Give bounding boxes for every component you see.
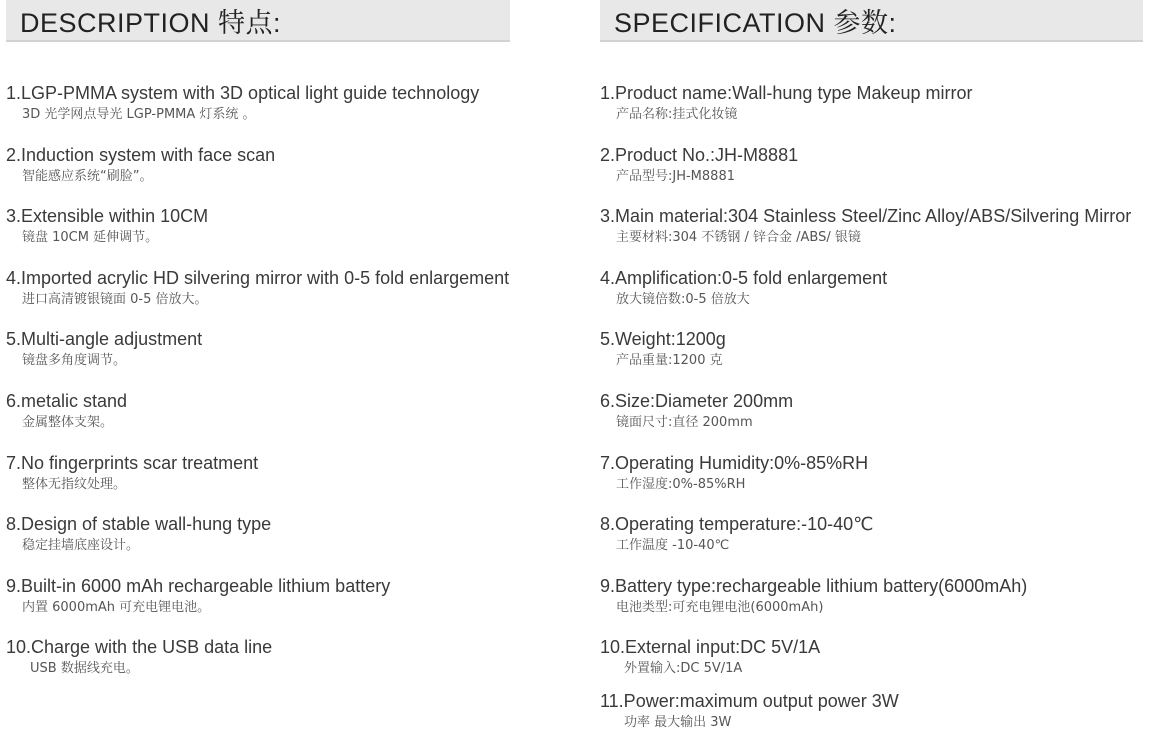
list-item: [600, 81, 1145, 143]
item-chinese: 智能感应系统“刷脸”。: [22, 168, 153, 184]
item-chinese: 外置输入:DC 5V/1A: [624, 661, 743, 677]
item-chinese: 功率 最大输出 3W: [624, 714, 732, 730]
list-item: [600, 266, 1145, 328]
item-english: 2.Induction system with face scan: [6, 144, 276, 165]
description-column: [6, 0, 546, 677]
list-item: [6, 266, 546, 328]
list-item: [600, 389, 1145, 451]
item-english: 10.Charge with the USB data line: [6, 637, 273, 658]
item-chinese: 镜盘 10CM 延伸调节。: [22, 230, 159, 246]
item-english: 9.Built-in 6000 mAh rechargeable lithium battery: [6, 575, 391, 596]
item-chinese: 进口高清镀银镜面 0-5 倍放大。: [22, 291, 208, 307]
description-title: DESCRIPTION 特点:: [20, 7, 282, 38]
list-item: [600, 512, 1145, 574]
item-chinese: 3D 光学网点导光 LGP-PMMA 灯系统 。: [22, 107, 256, 122]
specification-list: [600, 81, 1145, 733]
item-english: 5.Weight:1200g: [600, 329, 726, 350]
item-english: 6.Size:Diameter 200mm: [600, 390, 794, 411]
item-chinese: 产品型号:JH-M8881: [616, 168, 735, 184]
list-item: [600, 574, 1145, 636]
item-chinese: 金属整体支架。: [22, 414, 114, 430]
list-item: [6, 327, 546, 389]
item-chinese: 产品名称:挂式化妆镜: [616, 107, 738, 122]
description-list: [6, 81, 546, 697]
item-chinese: USB 数据线充电。: [30, 661, 139, 677]
list-item: [6, 635, 546, 697]
item-chinese: 稳定挂墙底座设计。: [22, 538, 140, 554]
item-chinese: 镜盘多角度调节。: [22, 353, 127, 369]
item-english: 11.Power:maximum output power 3W: [600, 690, 899, 711]
item-english: 8.Design of stable wall-hung type: [6, 514, 272, 535]
list-item: [6, 512, 546, 574]
item-chinese: 放大镜倍数:0-5 倍放大: [616, 291, 750, 307]
item-english: 5.Multi-angle adjustment: [6, 329, 203, 350]
specification-column: [600, 0, 1145, 730]
list-item: [600, 635, 1145, 697]
item-chinese: 整体无指纹处理。: [22, 476, 127, 492]
item-english: 1.LGP-PMMA system with 3D optical light guide technology: [6, 83, 480, 103]
item-chinese: 工作温度 -10-40℃: [616, 538, 730, 554]
item-chinese: 主要材料:304 不锈钢 / 锌合金 /ABS/ 银镜: [616, 230, 861, 246]
item-english: 4.Imported acrylic HD silvering mirror with 0-5 fold enlargement: [6, 267, 510, 288]
item-english: 6.metalic stand: [6, 390, 128, 411]
item-chinese: 镜面尺寸:直径 200mm: [616, 414, 753, 430]
description-header: [6, 0, 510, 42]
list-item: [6, 451, 546, 513]
item-chinese: 内置 6000mAh 可充电锂电池。: [22, 599, 211, 615]
item-english: 2.Product No.:JH-M8881: [600, 144, 799, 165]
item-english: 7.Operating Humidity:0%-85%RH: [600, 452, 869, 473]
item-chinese: 产品重量:1200 克: [616, 353, 723, 369]
list-item: [600, 204, 1145, 266]
item-chinese: 电池类型:可充电锂电池(6000mAh): [616, 599, 824, 615]
list-item: [600, 451, 1145, 513]
item-english: 8.Operating temperature:-10-40℃: [600, 514, 874, 535]
specification-header: [600, 0, 1143, 42]
list-item: [6, 574, 546, 636]
item-english: 1.Product name:Wall-hung type Makeup mirror: [600, 83, 973, 103]
list-item: [6, 389, 546, 451]
specification-title: SPECIFICATION 参数:: [614, 7, 897, 38]
list-item: [6, 143, 546, 205]
list-item: [6, 204, 546, 266]
item-english: 7.No fingerprints scar treatment: [6, 452, 259, 473]
item-english: 4.Amplification:0-5 fold enlargement: [600, 267, 888, 288]
item-english: 3.Main material:304 Stainless Steel/Zinc Alloy/ABS/Silvering Mirror: [600, 206, 1132, 227]
list-item: [600, 327, 1145, 389]
list-item: [600, 689, 1145, 733]
item-english: 9.Battery type:rechargeable lithium battery(6000mAh): [600, 575, 1028, 596]
list-item: [600, 143, 1145, 205]
item-english: 10.External input:DC 5V/1A: [600, 637, 821, 658]
list-item: [6, 81, 546, 143]
item-english: 3.Extensible within 10CM: [6, 206, 209, 227]
item-chinese: 工作湿度:0%-85%RH: [616, 476, 746, 492]
